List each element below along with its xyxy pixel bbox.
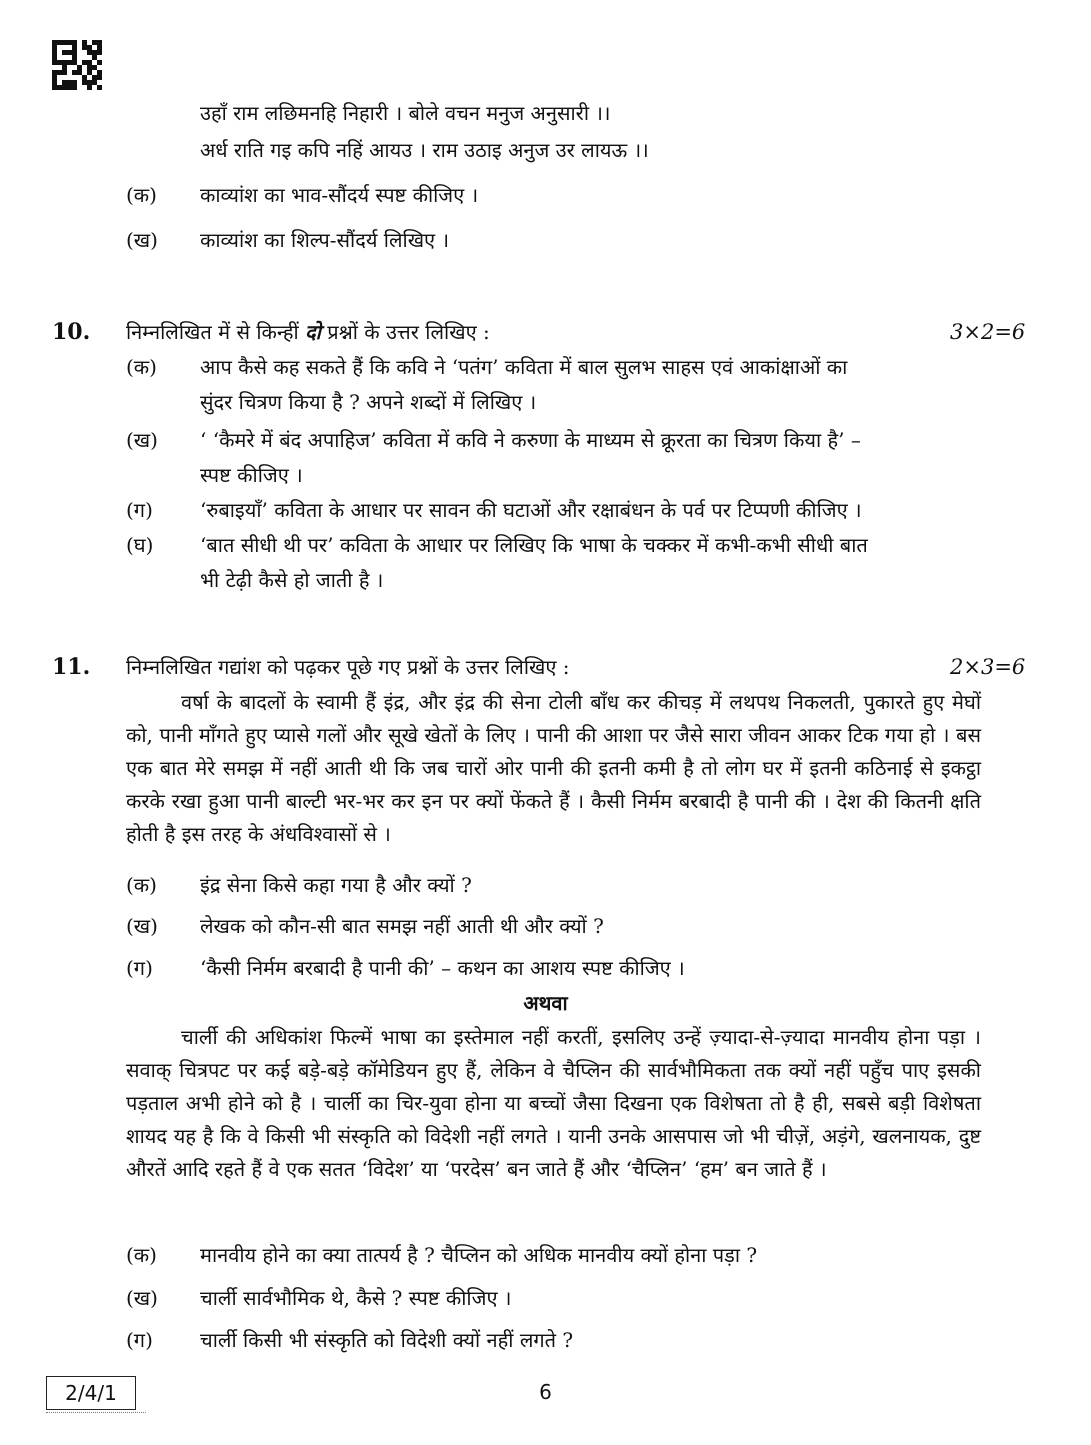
q11-sub-label: (क) [126,873,157,897]
q10-sub-line: भी टेढ़ी कैसे हो जाती है । [200,568,384,592]
question-number: 11. [52,654,91,680]
q10-sub-line: ‘बात सीधी थी पर’ कविता के आधार पर लिखिए कि भाषा के चक्कर में कभी-कभी सीधी बात [200,533,868,557]
q11-sub-text: ‘कैसी निर्मम बरबादी है पानी की’ – कथन का आशय स्पष्ट कीजिए । [200,956,685,980]
or-divider: अथवा [523,991,568,1015]
q11-sub-text: चार्ली सार्वभौमिक थे, कैसे ? स्पष्ट कीजिए । [200,1286,512,1310]
question-stem: निम्नलिखित गद्यांश को पढ़कर पूछे गए प्रश्नों के उत्तर लिखिए : [126,655,570,679]
q11-sub-label: (ख) [126,1286,158,1310]
q10-sub-line: ‘रुबाइयाँ’ कविता के आधार पर सावन की घटाओं और रक्षाबंधन के पर्व पर टिप्पणी कीजिए । [200,498,862,522]
q9-sub-text: काव्यांश का भाव-सौंदर्य स्पष्ट कीजिए । [200,183,479,207]
passage-paragraph: वर्षा के बादलों के स्वामी हैं इंद्र, और इंद्र की सेना टोली बाँध कर कीचड़ में लथपथ निकलती, पुकारते हुए मेघों को, पानी माँगते हुए प्यासे गलों और सूखे खेतों के लिए । पानी की आशा पर जैसे सारा जीवन आकर टिक गया हो । बस एक बात मेरे समझ में नहीं आती थी कि जब चारों ओर पानी की इतनी कमी है तो लोग घर में इतनी कठिनाई से इकट्ठा करके रखा हुआ पानी बाल्टी भर-भर कर इन पर क्यों फेंकते हैं । कैसी निर्मम बरबादी है पानी की । देश की कितनी क्षति होती है इस तरह के अंधविश्वासों से । [126,690,981,846]
q10-sub-label: (ख) [126,428,158,452]
q11-sub-text: मानवीय होने का क्या तात्पर्य है ? चैप्लिन को अधिक मानवीय क्यों होना पड़ा ? [200,1243,758,1267]
q11-sub-text: लेखक को कौन-सी बात समझ नहीं आती थी और क्यों ? [200,914,604,938]
q9-sub-label: (ख) [126,228,158,252]
q10-sub-line: स्पष्ट कीजिए । [200,463,303,487]
q10-sub-line: ‘ ‘कैमरे में बंद अपाहिज’ कविता में कवि ने करुणा के माध्यम से क्रूरता का चित्रण किया है’ – [200,428,861,452]
question-stem: निम्नलिखित में से किन्हीं दो प्रश्नों के उत्तर लिखिए : [126,320,490,344]
q10-sub-label: (ग) [126,498,153,522]
q10-sub-line: आप कैसे कह सकते हैं कि कवि ने ‘पतंग’ कविता में बाल सुलभ साहस एवं आकांक्षाओं का [200,355,848,379]
q11-sub-label: (क) [126,1243,157,1267]
question-number: 10. [52,319,91,345]
fine-print-line [46,1412,146,1419]
question-marks: 2×3=6 [950,655,1026,679]
q11-sub-label: (ग) [126,1328,153,1352]
q10-sub-line: सुंदर चित्रण किया है ? अपने शब्दों में लिखिए । [200,390,537,414]
q11-sub-text: इंद्र सेना किसे कहा गया है और क्यों ? [200,873,472,897]
paper-code-box: 2/4/1 [46,1376,136,1410]
qr-code-icon [52,40,102,90]
passage-paragraph: चार्ली की अधिकांश फिल्में भाषा का इस्तेमाल नहीं करतीं, इसलिए उन्हें ज़्यादा-से-ज़्यादा मानवीय होना पड़ा । सवाक् चित्रपट पर कई बड़े-बड़े कॉमेडियन हुए हैं, लेकिन वे चैप्लिन की सार्वभौमिकता तक क्यों नहीं पहुँच पाए इसकी पड़ताल अभी होने को है । चार्ली का चिर-युवा होना या बच्चों जैसा दिखना एक विशेषता तो है ही, सबसे बड़ी विशेषता शायद यह है कि वे किसी भी संस्कृति को विदेशी नहीं लगते । यानी उनके आसपास जो भी चीज़ें, अड़ंगे, खलनायक, दुष्ट औरतें आदि रहते हैं वे एक सतत ‘विदेश’ या ‘परदेस’ बन जाते हैं और ‘चैप्लिन’ ‘हम’ बन जाते हैं । [126,1025,981,1181]
q11-sub-label: (ग) [126,956,153,980]
page-number: 6 [539,1380,552,1404]
q10-sub-label: (क) [126,355,157,379]
question-marks: 3×2=6 [950,320,1026,344]
q9-sub-label: (क) [126,183,157,207]
q9-sub-text: काव्यांश का शिल्प-सौंदर्य लिखिए । [200,228,450,252]
poem-line: उहाँ राम लछिमनहि निहारी । बोले वचन मनुज अनुसारी ।। [200,101,611,125]
q10-sub-label: (घ) [126,533,154,557]
q11-sub-text: चार्ली किसी भी संस्कृति को विदेशी क्यों नहीं लगते ? [200,1328,574,1352]
emphasis-word: दो [305,320,321,344]
q11-sub-label: (ख) [126,914,158,938]
poem-line: अर्ध राति गइ कपि नहिं आयउ । राम उठाइ अनुज उर लायऊ ।। [200,138,649,162]
